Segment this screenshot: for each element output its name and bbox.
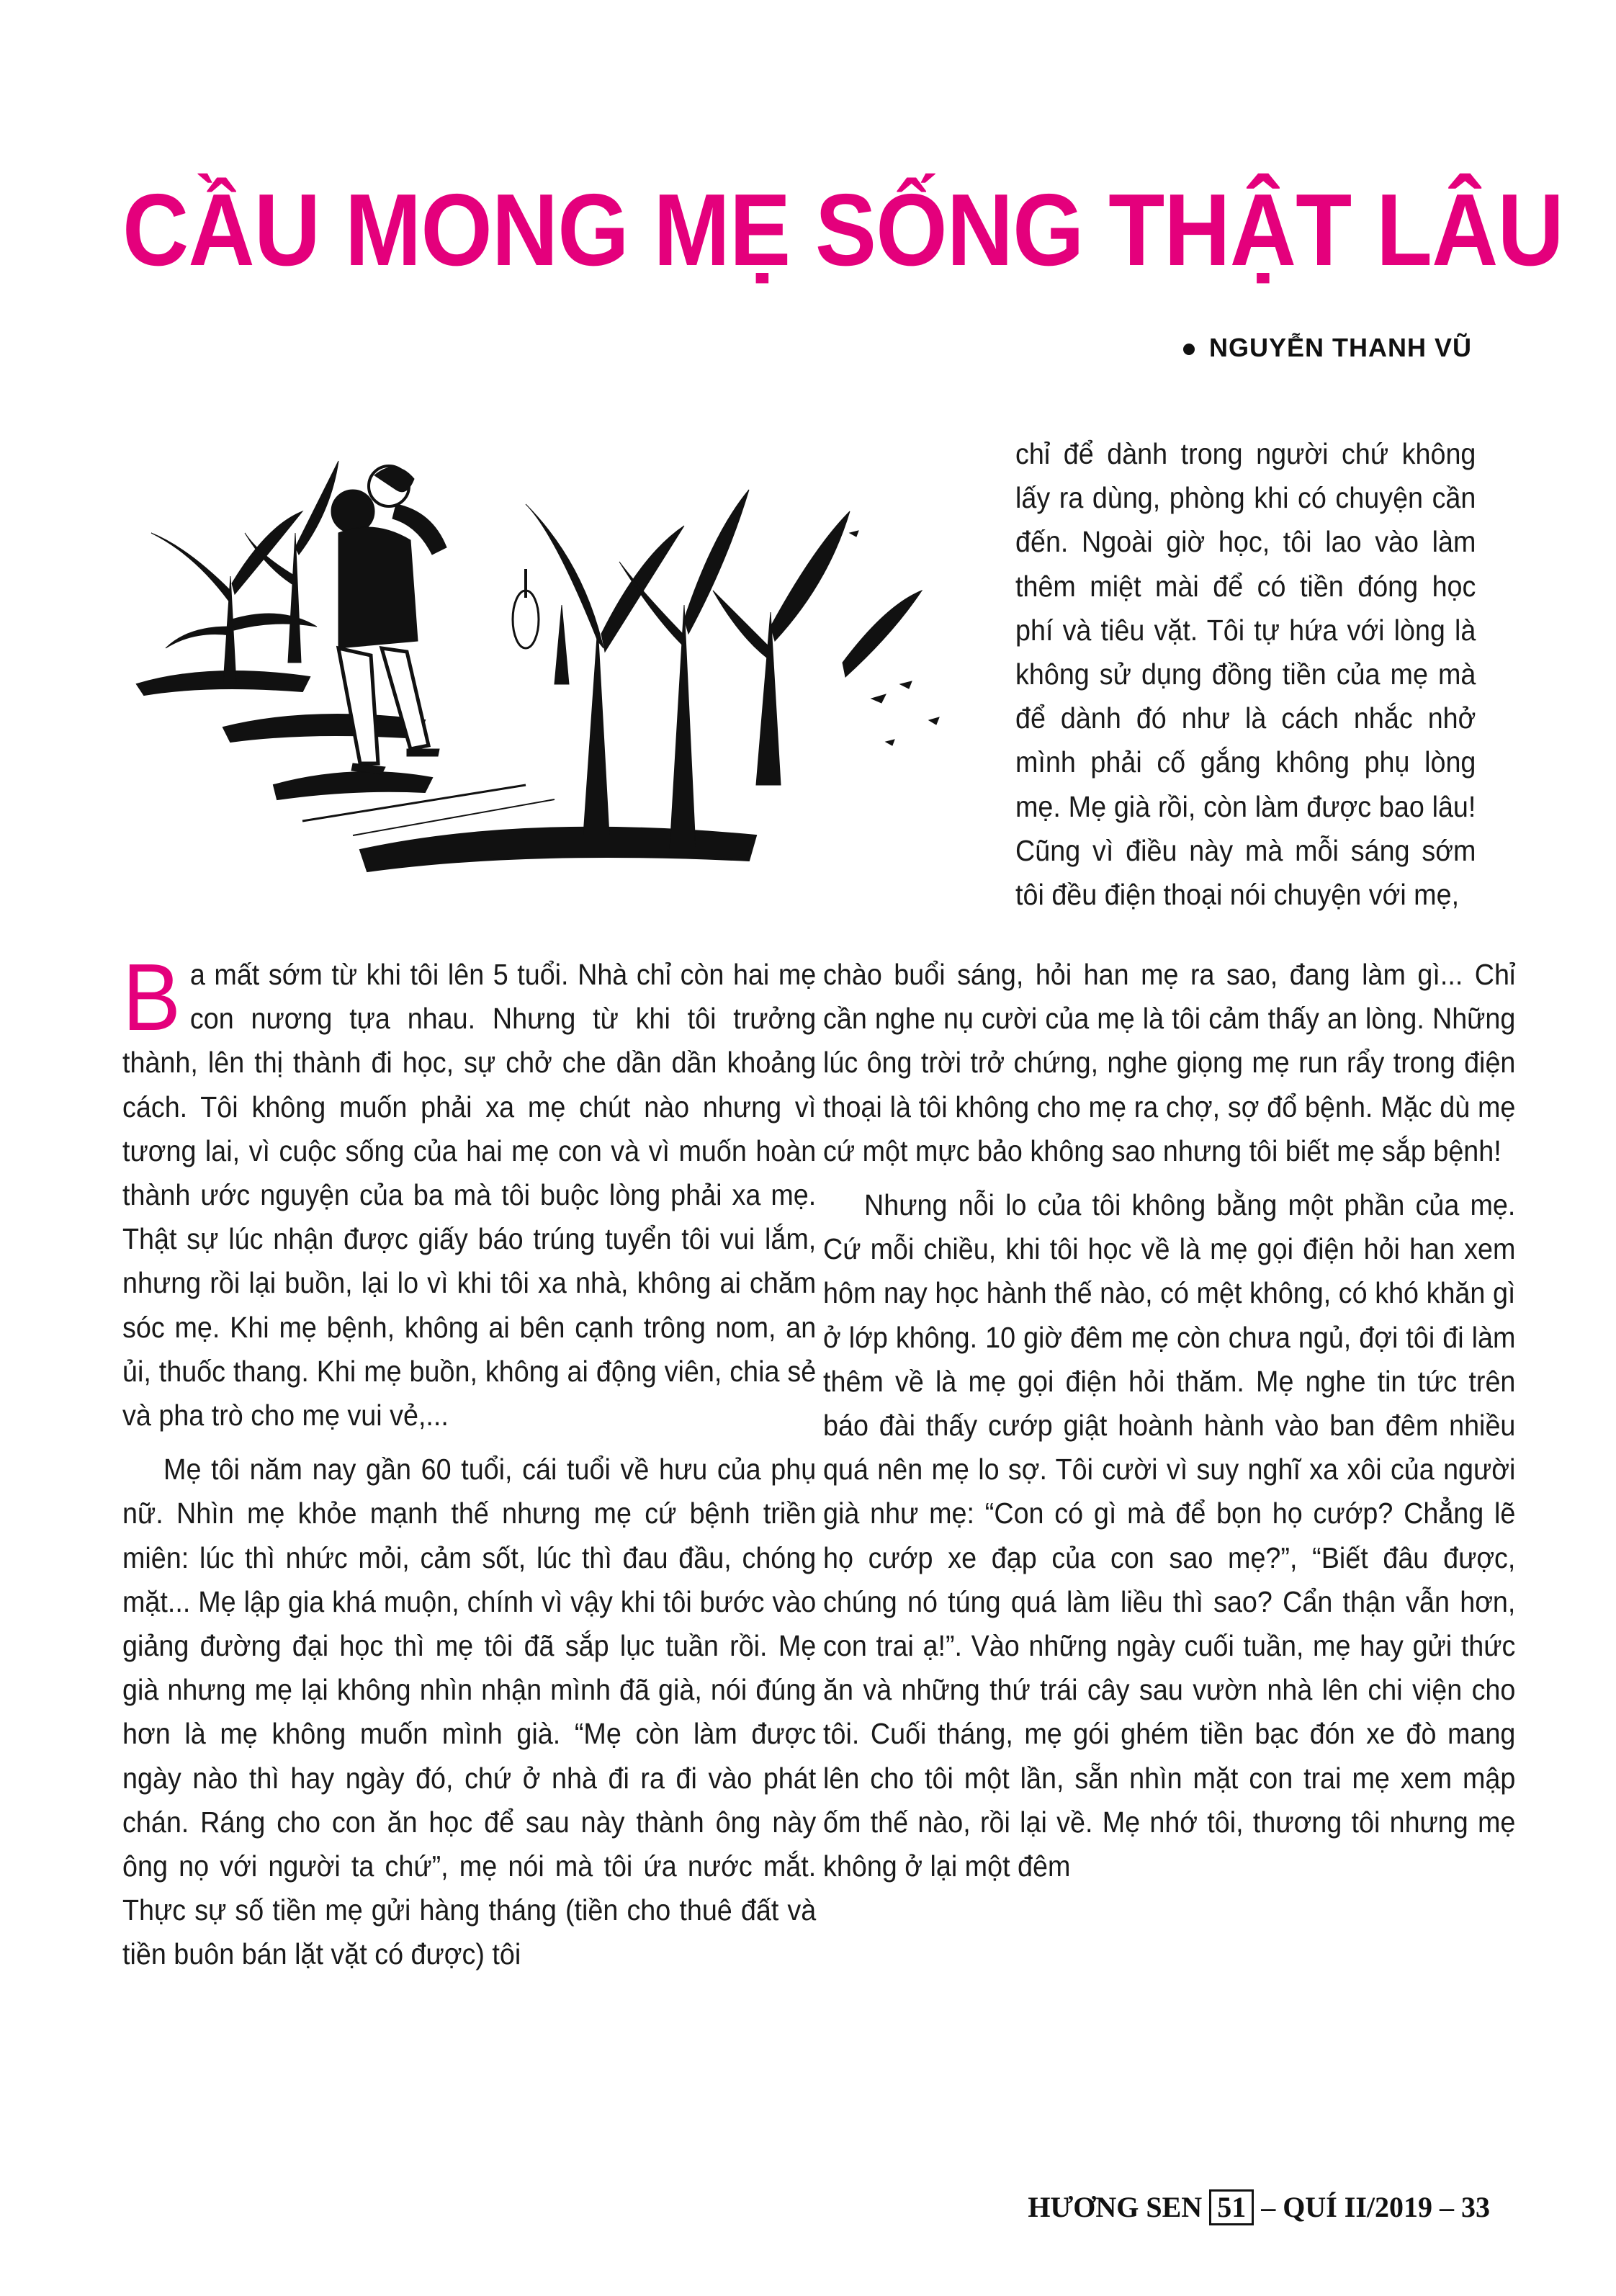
magazine-name: HƯƠNG SEN — [1028, 2191, 1203, 2223]
author-name: NGUYỄN THANH VŨ — [1208, 333, 1472, 362]
left-column — [122, 944, 817, 1987]
article-title: CẦU MONG MẸ SỐNG THẬT LÂU — [122, 173, 1563, 287]
paragraph: Nhưng nỗi lo của tôi không bằng một phần của mẹ. Cứ mỗi chiều, khi tôi học về là mẹ gọi điện hỏi han xem hôm nay học hành thế nào, có mệt không, có khó khăn gì ở lớp không. 10 giờ đêm mẹ còn chưa ngủ, đợi tôi đi làm thêm về là mẹ gọi điện hỏi thăm. Mẹ nghe tin tức trên báo đài thấy cướp giật hoành hành vào ban đêm nhiều quá nên mẹ lo sợ. Tôi cười vì suy nghĩ xa xôi của người già như mẹ: “Con có gì mà để bọn họ cướp? Chẳng lẽ họ cướp xe đạp của con sao mẹ?”, “Biết đâu được, chúng nó túng quá làm liều thì sao? Cẩn thận vẫn hơn, con trai ạ!”. Vào những ngày cuối tuần, mẹ hay gửi thức ăn và những thứ trái cây sau vườn nhà lên chi viện cho tôi. Cuối tháng, mẹ gói ghém tiền bạc đón xe đò mang lên cho tôi một lần, sẵn nhìn mặt con trai mẹ xem mập ốm thế nào, rồi lại về. Mẹ nhớ tôi, thương tôi nhưng mẹ không ở lại một đêm — [823, 1188, 1516, 1883]
bullet-icon — [1183, 344, 1195, 355]
page-footer — [1028, 2189, 1490, 2225]
paragraph — [122, 944, 817, 1438]
issue-number: 51 — [1209, 2189, 1254, 2225]
page-number: 33 — [1461, 2191, 1490, 2223]
paragraph: Mẹ tôi năm nay gần 60 tuổi, cái tuổi về hưu của phụ nữ. Nhìn mẹ khỏe mạnh thế nhưng mẹ cứ bệnh triền miên: lúc thì nhức mỏi, cảm sốt, lúc thì đau đầu, chóng mặt... Mẹ lập gia khá muộn, chính vì vậy khi tôi bước vào giảng đường đại học thì mẹ tôi đã sắp lục tuần rồi. Mẹ già nhưng mẹ lại không nhìn nhận mình đã già, nói đúng hơn là mẹ không muốn mình già. “Mẹ còn làm được ngày nào thì hay ngày đó, chứ ở nhà đi ra đi vào phát chán. Ráng cho con ăn học để sau này thành ông này ông nọ với người ta chứ”, mẹ nói mà tôi ứa nước mắt. Thực sự số tiền mẹ gửi hàng tháng (tiền cho thuê đất và tiền buôn bán lặt vặt có được) tôi — [122, 1453, 817, 1971]
author-byline — [1183, 333, 1472, 363]
paragraph: chào buổi sáng, hỏi han mẹ ra sao, đang làm gì... Chỉ cần nghe nụ cười của mẹ là tôi cảm thấy an lòng. Những lúc ông trời trở chứng, nghe giọng mẹ run rẩy trong điện thoại là tôi không cho mẹ ra chợ, sợ đổ bệnh. Mặc dù mẹ cứ một mực bảo không sao nhưng tôi biết mẹ sắp bệnh! — [823, 958, 1516, 1167]
illustration-mother-son-banana-garden — [122, 447, 1015, 936]
drop-cap: B — [122, 944, 181, 1050]
paragraph: chỉ để dành trong người chứ không lấy ra dùng, phòng khi có chuyện cần đến. Ngoài giờ học, tôi lao vào làm thêm miệt mài để có tiền đóng học phí và tiêu vặt. Tôi tự hứa với lòng là không sử dụng đồng tiền của mẹ mà để dành đó như là cách nhắc nhở mình phải cố gắng không phụ lòng mẹ. Mẹ già rồi, còn làm được bao lâu! Cũng vì điều này mà mỗi sáng sớm tôi đều điện thoại nói chuyện với mẹ, — [1015, 437, 1476, 912]
quarter-label: – QUÍ II/2019 – — [1261, 2191, 1454, 2223]
right-column-top — [1015, 432, 1476, 927]
paragraph-text: a mất sớm từ khi tôi lên 5 tuổi. Nhà chỉ còn hai mẹ con nương tựa nhau. Nhưng từ khi tôi trưởng thành, lên thị thành đi học, sự chở che dần dần khoảng cách. Tôi không muốn phải xa mẹ chút nào nhưng vì tương lai, vì cuộc sống của hai mẹ con và vì muốn hoàn thành ước nguyện của ba mà tôi buộc lòng phải xa mẹ. Thật sự lúc nhận được giấy báo trúng tuyển tôi vui lắm, nhưng rồi lại buồn, lại lo vì khi tôi xa nhà, không ai chăm sóc mẹ. Khi mẹ bệnh, không ai bên cạnh trông nom, an ủi, thuốc thang. Khi mẹ buồn, không ai động viên, chia sẻ và pha trò cho mẹ vui vẻ,... — [122, 958, 817, 1432]
right-column — [823, 953, 1515, 1898]
